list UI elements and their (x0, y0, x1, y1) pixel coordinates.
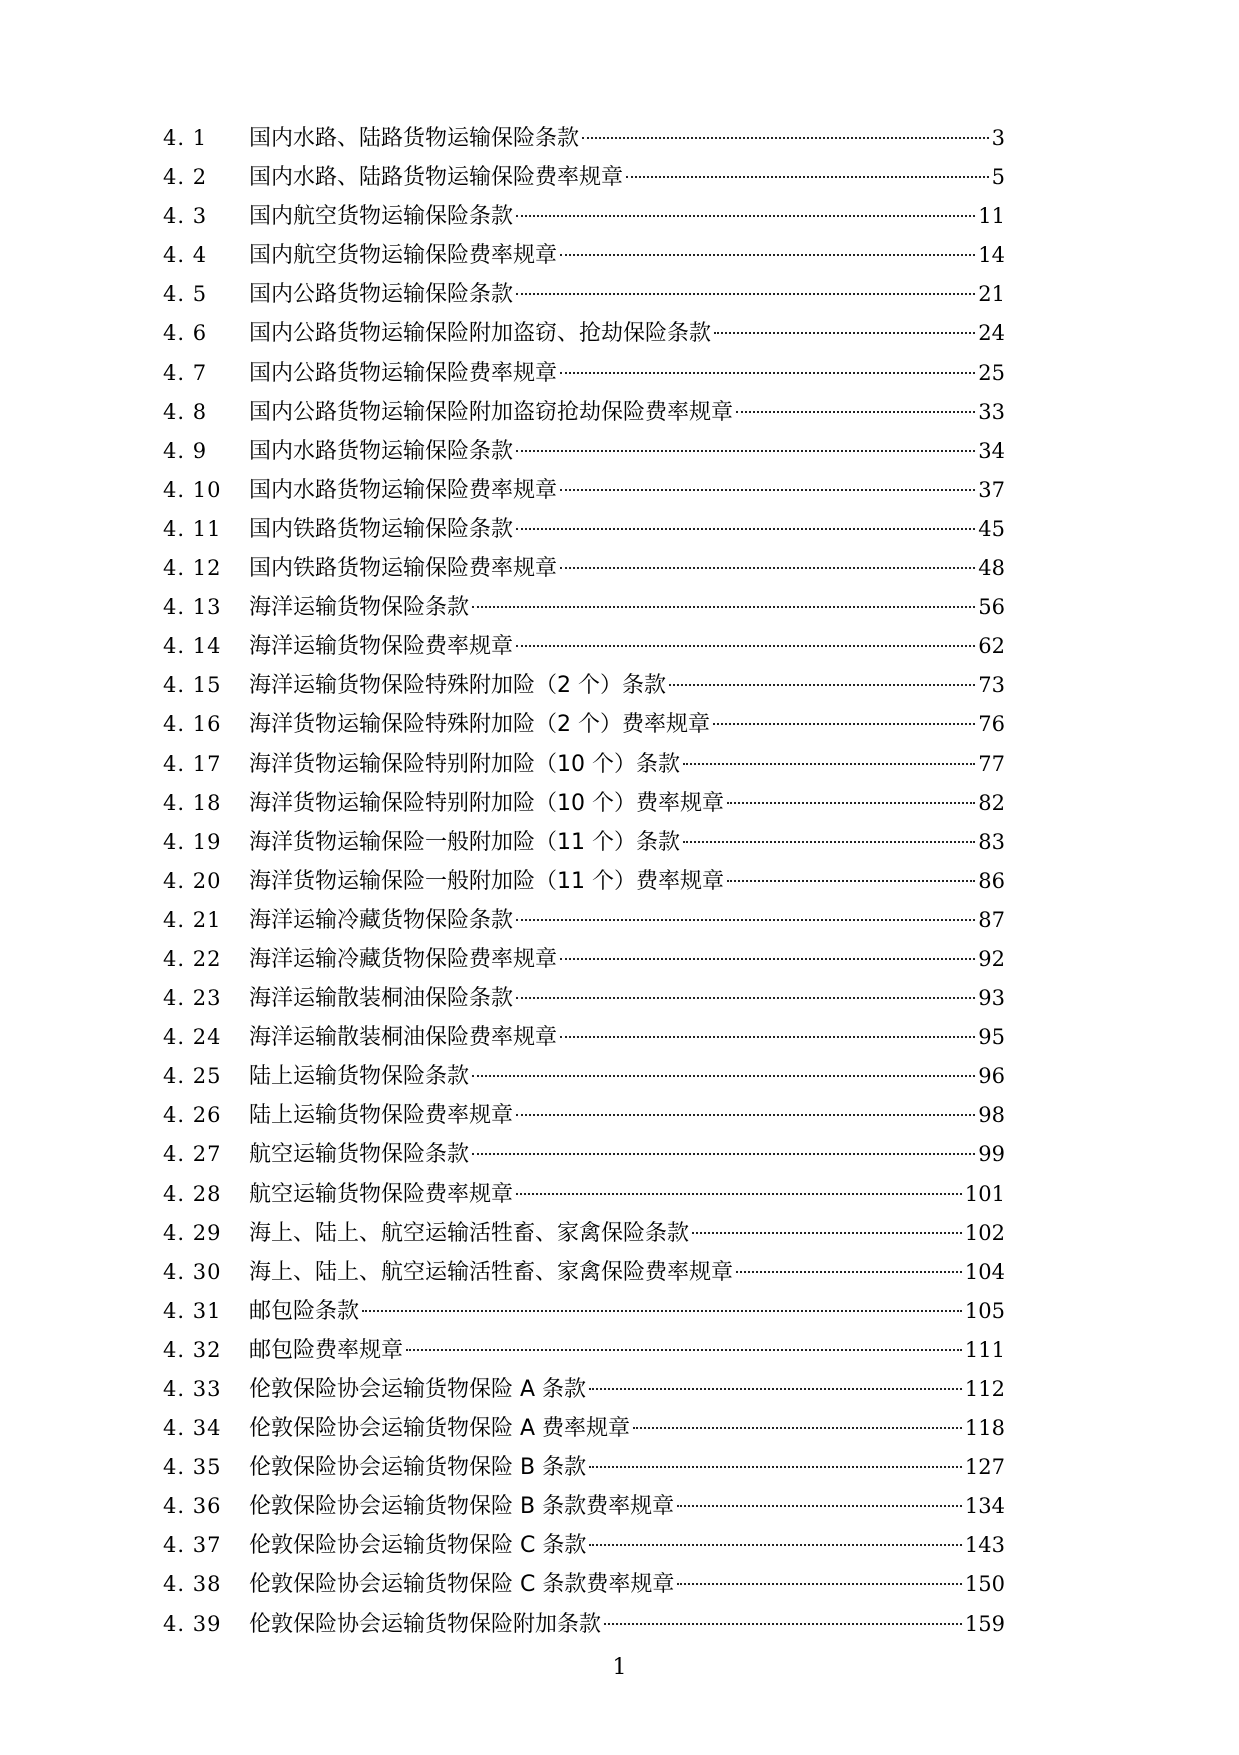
toc-entry-title: 航空运输货物保险条款 (249, 1142, 470, 1168)
toc-entry-number: 4. 37 (163, 1533, 222, 1558)
toc-dot-leader (727, 880, 975, 882)
toc-entry-number: 4. 26 (163, 1103, 222, 1128)
toc-dot-leader (683, 841, 975, 843)
toc-entry-number: 4. 11 (163, 516, 222, 541)
toc-entry-page: 118 (964, 1416, 1005, 1441)
toc-dot-leader (560, 1036, 975, 1038)
toc-entry[interactable] (163, 901, 1005, 940)
toc-entry[interactable] (163, 1018, 1005, 1057)
toc-dot-leader (604, 1623, 962, 1625)
toc-entry-number: 4. 27 (163, 1142, 222, 1167)
toc-entry-page: 77 (978, 751, 1005, 776)
toc-entry-page: 87 (978, 907, 1005, 932)
toc-entry[interactable] (163, 314, 1005, 353)
toc-entry-page: 134 (964, 1494, 1005, 1519)
toc-entry[interactable] (163, 510, 1005, 549)
toc-dot-leader (713, 723, 975, 725)
toc-entry-title: 邮包险费率规章 (249, 1337, 404, 1363)
toc-entry-title: 伦敦保险协会运输货物保险 C 条款 (249, 1533, 587, 1559)
toc-entry[interactable] (163, 666, 1005, 705)
toc-entry-page: 56 (978, 595, 1005, 620)
toc-entry-page: 24 (978, 321, 1005, 346)
toc-entry-title: 邮包险条款 (249, 1298, 360, 1324)
toc-entry-page: 33 (978, 399, 1005, 424)
toc-entry[interactable] (163, 393, 1005, 432)
toc-entry-title: 国内公路货物运输保险附加盗窃抢劫保险费率规章 (249, 399, 734, 425)
toc-entry-page: 105 (964, 1298, 1005, 1323)
toc-entry-title: 海洋货物运输保险特别附加险（10 个）费率规章 (249, 790, 724, 816)
toc-entry[interactable] (163, 1175, 1005, 1214)
toc-dot-leader (362, 1310, 962, 1312)
toc-entry-title: 伦敦保险协会运输货物保险 B 条款费率规章 (249, 1494, 675, 1520)
toc-entry-page: 102 (964, 1220, 1005, 1245)
toc-dot-leader (633, 1427, 962, 1429)
toc-entry[interactable] (163, 1253, 1005, 1292)
toc-entry-page: 93 (978, 986, 1005, 1011)
toc-entry-title: 海洋运输货物保险特殊附加险（2 个）条款 (249, 673, 666, 699)
toc-entry-title: 海洋货物运输保险一般附加险（11 个）条款 (249, 829, 680, 855)
toc-entry-page: 11 (978, 204, 1005, 229)
toc-entry-number: 4. 35 (163, 1455, 222, 1480)
toc-entry-title: 海洋运输冷藏货物保险条款 (249, 907, 514, 933)
toc-dot-leader (589, 1466, 962, 1468)
toc-entry-title: 国内航空货物运输保险条款 (249, 204, 514, 230)
toc-entry-title: 国内水路货物运输保险费率规章 (249, 477, 558, 503)
toc-entry-number: 4. 29 (163, 1220, 222, 1245)
toc-entry-page: 83 (978, 829, 1005, 854)
toc-entry-page: 45 (978, 516, 1005, 541)
toc-entry-title: 海洋运输散装桐油保险条款 (249, 986, 514, 1012)
toc-entry-number: 4. 7 (163, 360, 208, 385)
toc-entry[interactable] (163, 940, 1005, 979)
toc-entry[interactable] (163, 1214, 1005, 1253)
toc-entry[interactable] (163, 158, 1005, 197)
toc-entry[interactable] (163, 1605, 1005, 1644)
toc-dot-leader (472, 1153, 975, 1155)
toc-entry-number: 4. 16 (163, 712, 222, 737)
toc-entry-page: 3 (991, 126, 1005, 150)
toc-entry[interactable] (163, 275, 1005, 314)
toc-dot-leader (727, 802, 975, 804)
toc-entry[interactable] (163, 1370, 1005, 1409)
toc-entry-number: 4. 39 (163, 1611, 222, 1636)
toc-dot-leader (626, 176, 989, 178)
toc-entry[interactable] (163, 705, 1005, 744)
toc-entry-page: 14 (978, 243, 1005, 268)
toc-dot-leader (736, 1271, 962, 1273)
toc-dot-leader (589, 1388, 962, 1390)
toc-entry-number: 4. 10 (163, 477, 222, 502)
toc-entry-title: 海洋货物运输保险一般附加险（11 个）费率规章 (249, 868, 724, 894)
toc-entry-title: 国内水路、陆路货物运输保险条款 (249, 126, 580, 151)
toc-dot-leader (560, 958, 975, 960)
toc-entry-page: 98 (978, 1103, 1005, 1128)
toc-dot-leader (516, 293, 975, 295)
toc-entry[interactable] (163, 1057, 1005, 1096)
toc-entry-page: 34 (978, 438, 1005, 463)
toc-dot-leader (516, 919, 975, 921)
toc-dot-leader (472, 1075, 975, 1077)
toc-dot-leader (516, 450, 975, 452)
toc-dot-leader (560, 372, 975, 374)
toc-entry[interactable] (163, 1331, 1005, 1370)
toc-entry-title: 海洋货物运输保险特别附加险（10 个）条款 (249, 751, 680, 777)
toc-entry-number: 4. 6 (163, 321, 208, 346)
toc-dot-leader (683, 763, 975, 765)
toc-entry-number: 4. 24 (163, 1025, 222, 1050)
toc-entry-title: 国内水路、陆路货物运输保险费率规章 (249, 165, 624, 191)
toc-entry-number: 4. 32 (163, 1337, 222, 1362)
toc-entry[interactable] (163, 1292, 1005, 1331)
toc-entry-page: 37 (978, 477, 1005, 502)
toc-entry-title: 海洋货物运输保险特殊附加险（2 个）费率规章 (249, 712, 710, 738)
toc-entry-page: 150 (964, 1572, 1005, 1597)
toc-dot-leader (516, 1114, 975, 1116)
toc-entry[interactable] (163, 119, 1005, 158)
toc-entry-number: 4. 38 (163, 1572, 222, 1597)
toc-entry-page: 143 (964, 1533, 1005, 1558)
toc-dot-leader (560, 254, 975, 256)
toc-entry-page: 5 (991, 165, 1005, 190)
toc-entry-number: 4. 14 (163, 634, 222, 659)
toc-dot-leader (677, 1583, 962, 1585)
toc-dot-leader (692, 1232, 962, 1234)
toc-entry-page: 101 (964, 1181, 1005, 1206)
toc-entry-number: 4. 3 (163, 204, 208, 229)
toc-entry-title: 海洋运输散装桐油保险费率规章 (249, 1025, 558, 1051)
toc-dot-leader (406, 1349, 962, 1351)
toc-entry[interactable] (163, 784, 1005, 823)
toc-entry-page: 104 (964, 1259, 1005, 1284)
toc-dot-leader (736, 411, 975, 413)
toc-entry[interactable] (163, 1135, 1005, 1174)
toc-dot-leader (582, 137, 989, 139)
toc-entry-title: 陆上运输货物保险条款 (249, 1064, 470, 1090)
toc-entry-number: 4. 19 (163, 829, 222, 854)
toc-entry[interactable] (163, 549, 1005, 588)
toc-entry-title: 国内铁路货物运输保险条款 (249, 516, 514, 542)
toc-entry-page: 48 (978, 556, 1005, 581)
toc-entry[interactable] (163, 627, 1005, 666)
toc-entry-number: 4. 15 (163, 673, 222, 698)
toc-entry-number: 4. 34 (163, 1416, 222, 1441)
toc-entry[interactable] (163, 588, 1005, 627)
toc-entry-number: 4. 36 (163, 1494, 222, 1519)
toc-dot-leader (669, 684, 975, 686)
toc-dot-leader (516, 528, 975, 530)
toc-entry-page: 96 (978, 1064, 1005, 1089)
toc-dot-leader (472, 606, 975, 608)
page-number: 1 (612, 1655, 627, 1680)
toc-dot-leader (560, 489, 975, 491)
toc-entry-page: 82 (978, 790, 1005, 815)
toc-entry[interactable] (163, 1565, 1005, 1604)
toc-entry-number: 4. 8 (163, 399, 208, 424)
toc-dot-leader (714, 332, 975, 334)
toc-dot-leader (560, 567, 975, 569)
toc-entry-title: 伦敦保险协会运输货物保险 B 条款 (249, 1455, 587, 1481)
toc-entry[interactable] (163, 979, 1005, 1018)
toc-entry-title: 国内公路货物运输保险条款 (249, 282, 514, 308)
table-of-contents (163, 119, 1005, 1644)
toc-entry-number: 4. 1 (163, 126, 208, 150)
toc-entry-page: 86 (978, 868, 1005, 893)
toc-entry-number: 4. 20 (163, 868, 222, 893)
toc-entry-page: 159 (964, 1611, 1005, 1636)
toc-entry-page: 76 (978, 712, 1005, 737)
toc-entry-page: 111 (964, 1337, 1005, 1362)
toc-entry-number: 4. 18 (163, 790, 222, 815)
toc-entry[interactable] (163, 745, 1005, 784)
toc-entry-title: 海洋运输货物保险条款 (249, 595, 470, 621)
toc-entry-title: 国内水路货物运输保险条款 (249, 438, 514, 464)
toc-entry-title: 伦敦保险协会运输货物保险 C 条款费率规章 (249, 1572, 675, 1598)
toc-entry[interactable] (163, 1526, 1005, 1565)
toc-entry-title: 国内铁路货物运输保险费率规章 (249, 556, 558, 582)
toc-entry-number: 4. 2 (163, 165, 208, 190)
toc-entry-page: 99 (978, 1142, 1005, 1167)
toc-entry-title: 海上、陆上、航空运输活牲畜、家禽保险条款 (249, 1220, 690, 1246)
toc-entry-title: 航空运输货物保险费率规章 (249, 1181, 514, 1207)
toc-entry-title: 国内公路货物运输保险附加盗窃、抢劫保险条款 (249, 321, 712, 347)
toc-entry[interactable] (163, 862, 1005, 901)
toc-entry-page: 95 (978, 1025, 1005, 1050)
toc-dot-leader (516, 215, 975, 217)
toc-entry-page: 92 (978, 946, 1005, 971)
toc-entry-title: 海洋运输冷藏货物保险费率规章 (249, 946, 558, 972)
toc-entry[interactable] (163, 354, 1005, 393)
toc-entry-number: 4. 25 (163, 1064, 222, 1089)
toc-entry-number: 4. 5 (163, 282, 208, 307)
toc-entry-title: 伦敦保险协会运输货物保险附加条款 (249, 1611, 602, 1637)
toc-entry-page: 112 (964, 1377, 1005, 1401)
toc-entry-number: 4. 23 (163, 986, 222, 1011)
toc-entry-page: 127 (964, 1455, 1005, 1480)
toc-entry-page: 73 (978, 673, 1005, 698)
toc-entry[interactable] (163, 236, 1005, 275)
toc-entry-number: 4. 12 (163, 556, 222, 581)
toc-entry-page: 62 (978, 634, 1005, 659)
toc-dot-leader (589, 1544, 962, 1546)
toc-entry-number: 4. 30 (163, 1259, 222, 1284)
toc-entry-number: 4. 13 (163, 595, 222, 620)
toc-entry-page: 25 (978, 360, 1005, 385)
toc-entry[interactable] (163, 432, 1005, 471)
toc-entry-number: 4. 22 (163, 946, 222, 971)
toc-entry-title: 海洋运输货物保险费率规章 (249, 634, 514, 660)
toc-entry-page: 21 (978, 282, 1005, 307)
toc-entry-number: 4. 4 (163, 243, 208, 268)
toc-entry[interactable] (163, 197, 1005, 236)
toc-entry[interactable] (163, 1448, 1005, 1487)
toc-entry-number: 4. 9 (163, 438, 208, 463)
toc-entry-number: 4. 28 (163, 1181, 222, 1206)
toc-entry[interactable] (163, 1409, 1005, 1448)
toc-dot-leader (516, 997, 975, 999)
toc-entry-title: 海上、陆上、航空运输活牲畜、家禽保险费率规章 (249, 1259, 734, 1285)
toc-entry-title: 陆上运输货物保险费率规章 (249, 1103, 514, 1129)
toc-entry[interactable] (163, 823, 1005, 862)
toc-dot-leader (516, 645, 975, 647)
toc-entry-title: 伦敦保险协会运输货物保险 A 条款 (249, 1377, 587, 1402)
toc-entry-title: 伦敦保险协会运输货物保险 A 费率规章 (249, 1416, 631, 1442)
toc-entry[interactable] (163, 1487, 1005, 1526)
toc-entry-number: 4. 33 (163, 1377, 222, 1401)
toc-entry-title: 国内航空货物运输保险费率规章 (249, 243, 558, 269)
toc-entry-number: 4. 31 (163, 1298, 222, 1323)
toc-entry-number: 4. 21 (163, 907, 222, 932)
toc-dot-leader (677, 1505, 962, 1507)
toc-entry-number: 4. 17 (163, 751, 222, 776)
toc-entry[interactable] (163, 471, 1005, 510)
toc-entry-title: 国内公路货物运输保险费率规章 (249, 360, 558, 386)
toc-entry[interactable] (163, 1096, 1005, 1135)
toc-dot-leader (516, 1193, 962, 1195)
